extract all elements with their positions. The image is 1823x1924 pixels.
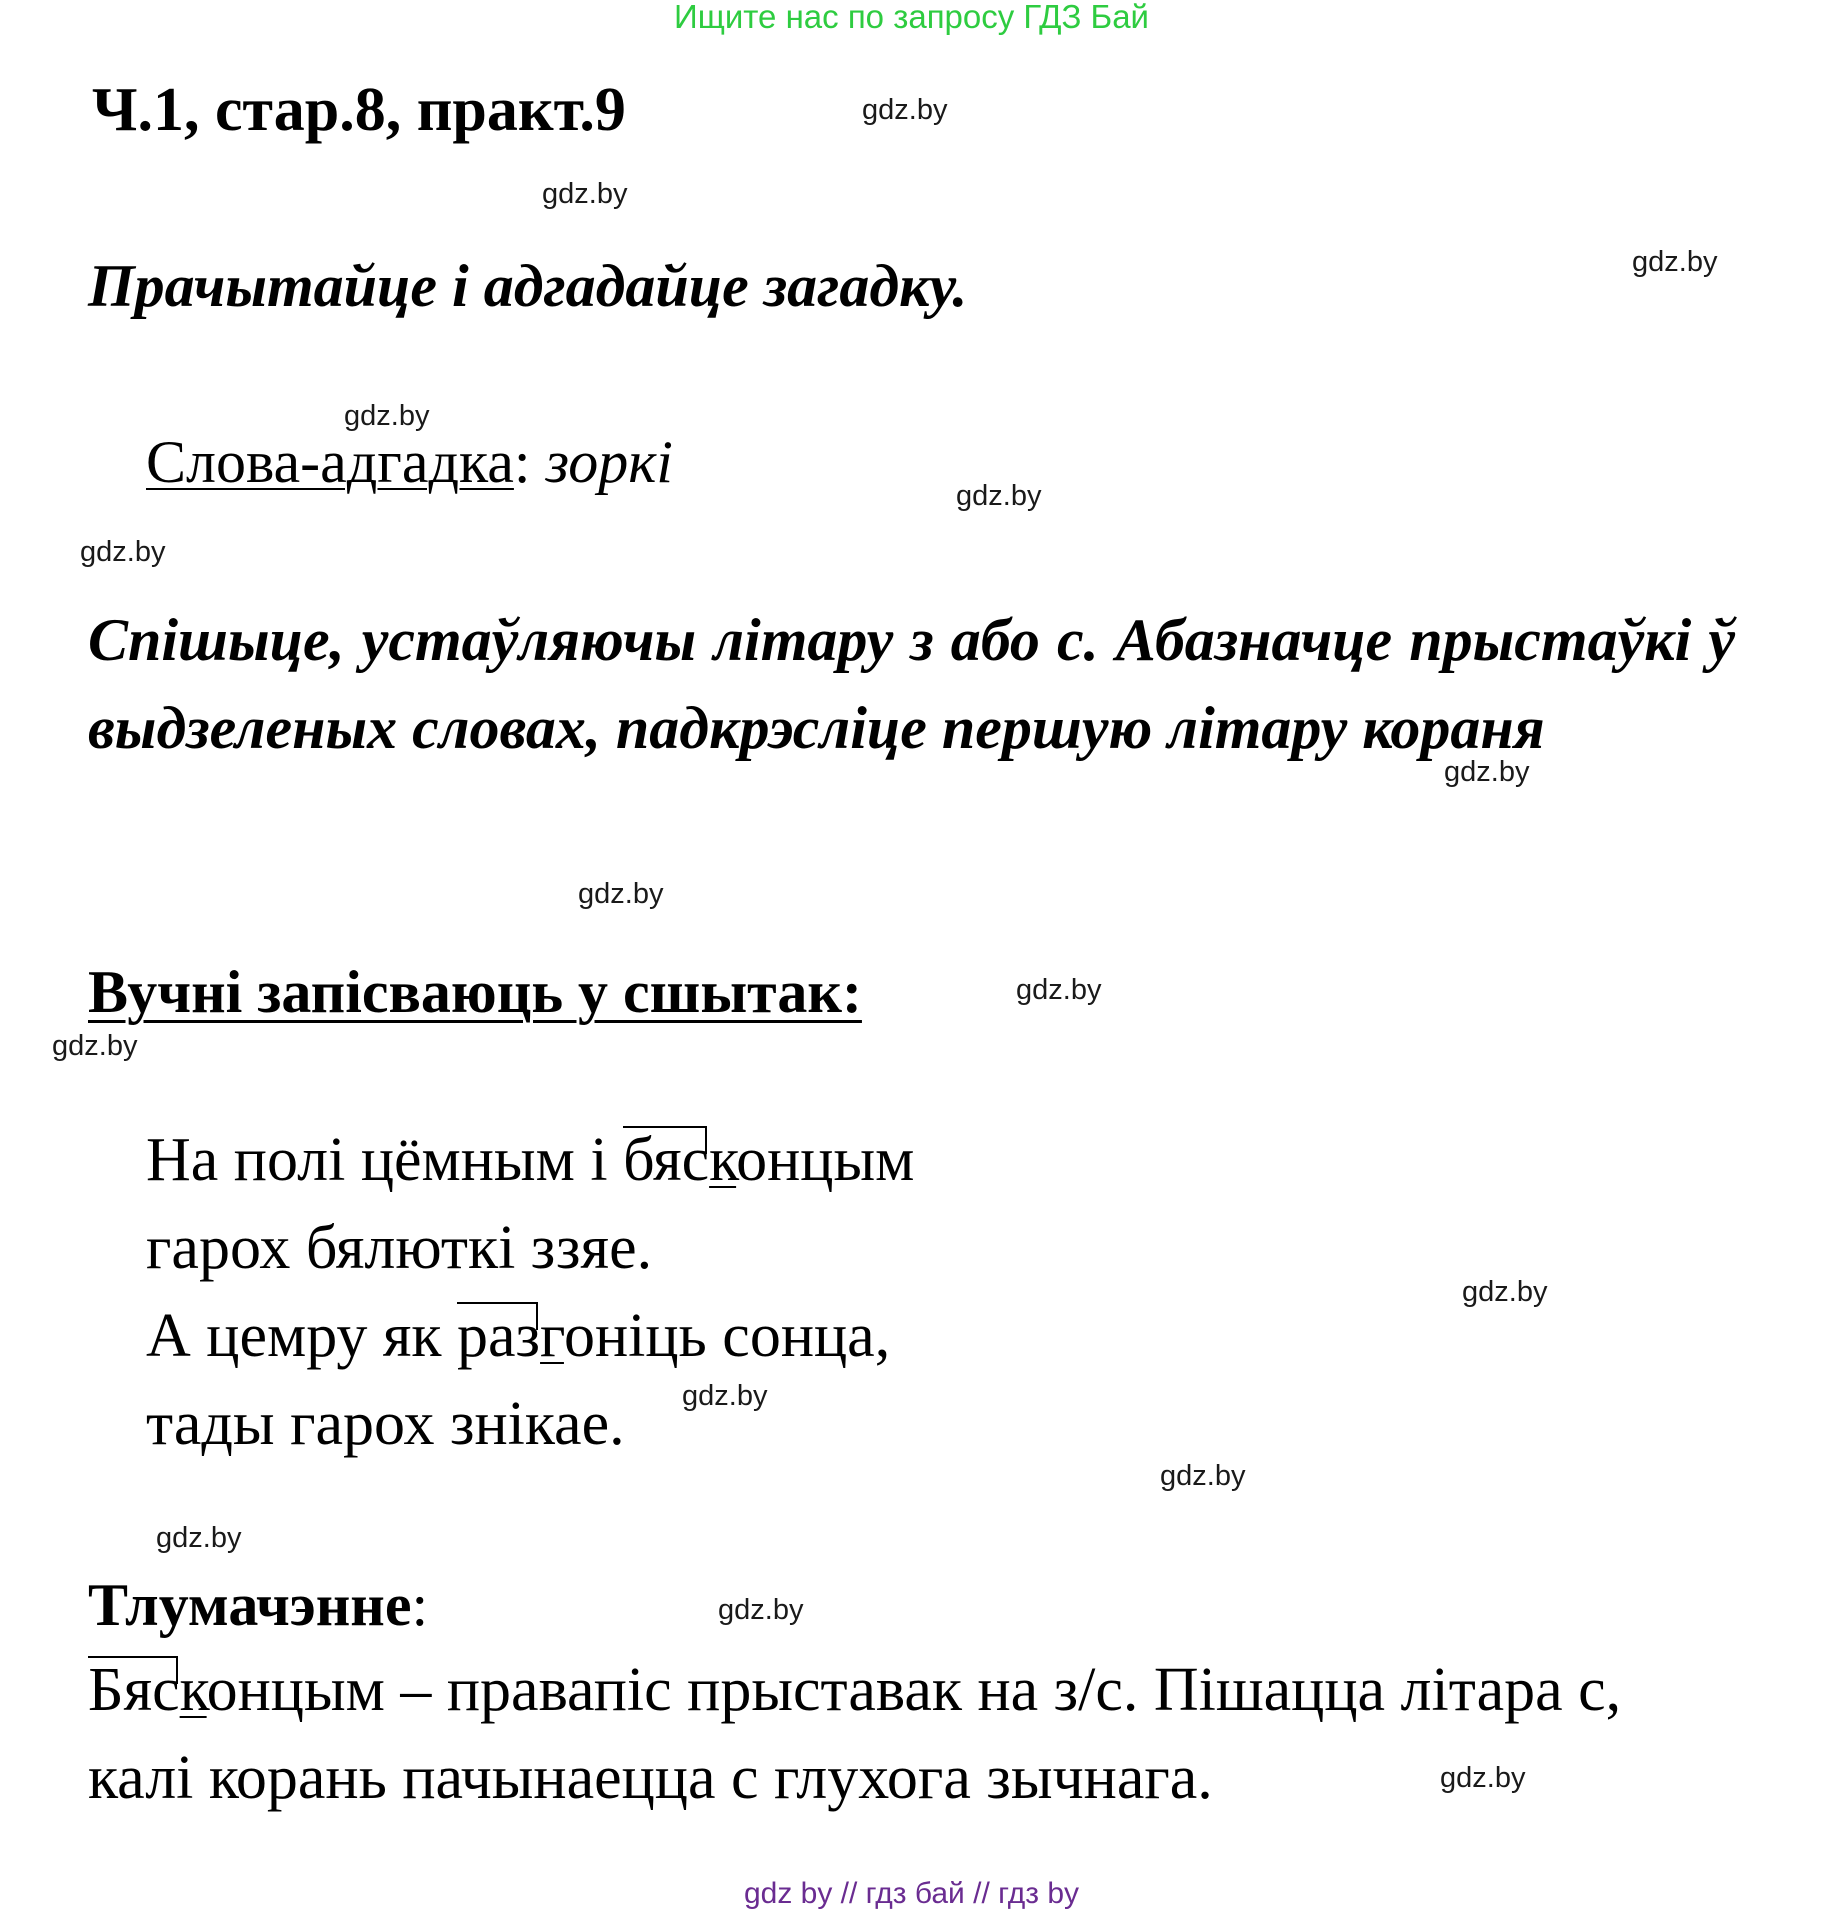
- answer-label: Слова-адгадка: [146, 429, 514, 495]
- explanation-line-2: калі корань пачынаецца с глухога зычнага.: [88, 1744, 1213, 1812]
- poem-line-1-text: На полі цёмным і: [146, 1126, 624, 1194]
- watermark: gdz.by: [80, 536, 166, 568]
- answer-colon: :: [513, 429, 546, 495]
- prefix-mark: бяс: [623, 1126, 710, 1194]
- notebook-heading: Вучні запісваюць у сшытак:: [88, 959, 862, 1025]
- poem-line-2: гарох бялюткі ззяе.: [146, 1214, 653, 1282]
- prefix-mark: раз: [457, 1302, 541, 1370]
- watermark: gdz.by: [542, 178, 628, 210]
- watermark: gdz.by: [682, 1380, 768, 1412]
- footer-links[interactable]: gdz by // гдз бай // гдз by: [743, 1877, 1080, 1910]
- watermark: gdz.by: [52, 1030, 138, 1062]
- answer-word: зоркі: [545, 429, 673, 495]
- root-first-letter: г: [540, 1302, 564, 1370]
- watermark: gdz.by: [156, 1522, 242, 1554]
- root-first-letter: к: [179, 1656, 207, 1724]
- watermark: gdz.by: [862, 94, 948, 126]
- watermark: gdz.by: [1632, 246, 1718, 278]
- watermark: gdz.by: [578, 878, 664, 910]
- poem-line-3: А цемру як разгоніць сонца,: [146, 1298, 890, 1374]
- prefix-mark: Бяс: [88, 1656, 180, 1724]
- riddle-answer: [146, 424, 673, 500]
- explanation-line-1: Бясконцым – правапіс прыставак на з/с. Пішацца літара с,: [88, 1652, 1621, 1728]
- task-write-instructions: Спішыце, устаўляючы літару з або с. Абазначце прыстаўкі ў выдзеленых словах, падкрэсліце першую літару кораня: [88, 607, 1735, 761]
- top-banner[interactable]: Ищите нас по запросу ГДЗ Бай: [674, 0, 1149, 35]
- watermark: gdz.by: [956, 480, 1042, 512]
- watermark: gdz.by: [1160, 1460, 1246, 1492]
- task-read-riddle: Прачытайце і адгадайце загадку.: [88, 253, 968, 319]
- poem-line-3-text: А цемру як: [146, 1302, 458, 1370]
- explanation-title: Тлумачэнне:: [88, 1572, 429, 1638]
- poem-line-4: тады гарох знікае.: [146, 1390, 625, 1458]
- watermark: gdz.by: [718, 1594, 804, 1626]
- watermark: gdz.by: [1016, 974, 1102, 1006]
- root-first-letter: к: [709, 1126, 737, 1194]
- watermark: gdz.by: [1440, 1762, 1526, 1794]
- page-title: Ч.1, стар.8, практ.9: [92, 76, 626, 144]
- watermark: gdz.by: [1444, 756, 1530, 788]
- poem-line-1: На полі цёмным і бясконцым: [146, 1122, 914, 1198]
- watermark: gdz.by: [1462, 1276, 1548, 1308]
- watermark: gdz.by: [344, 400, 430, 432]
